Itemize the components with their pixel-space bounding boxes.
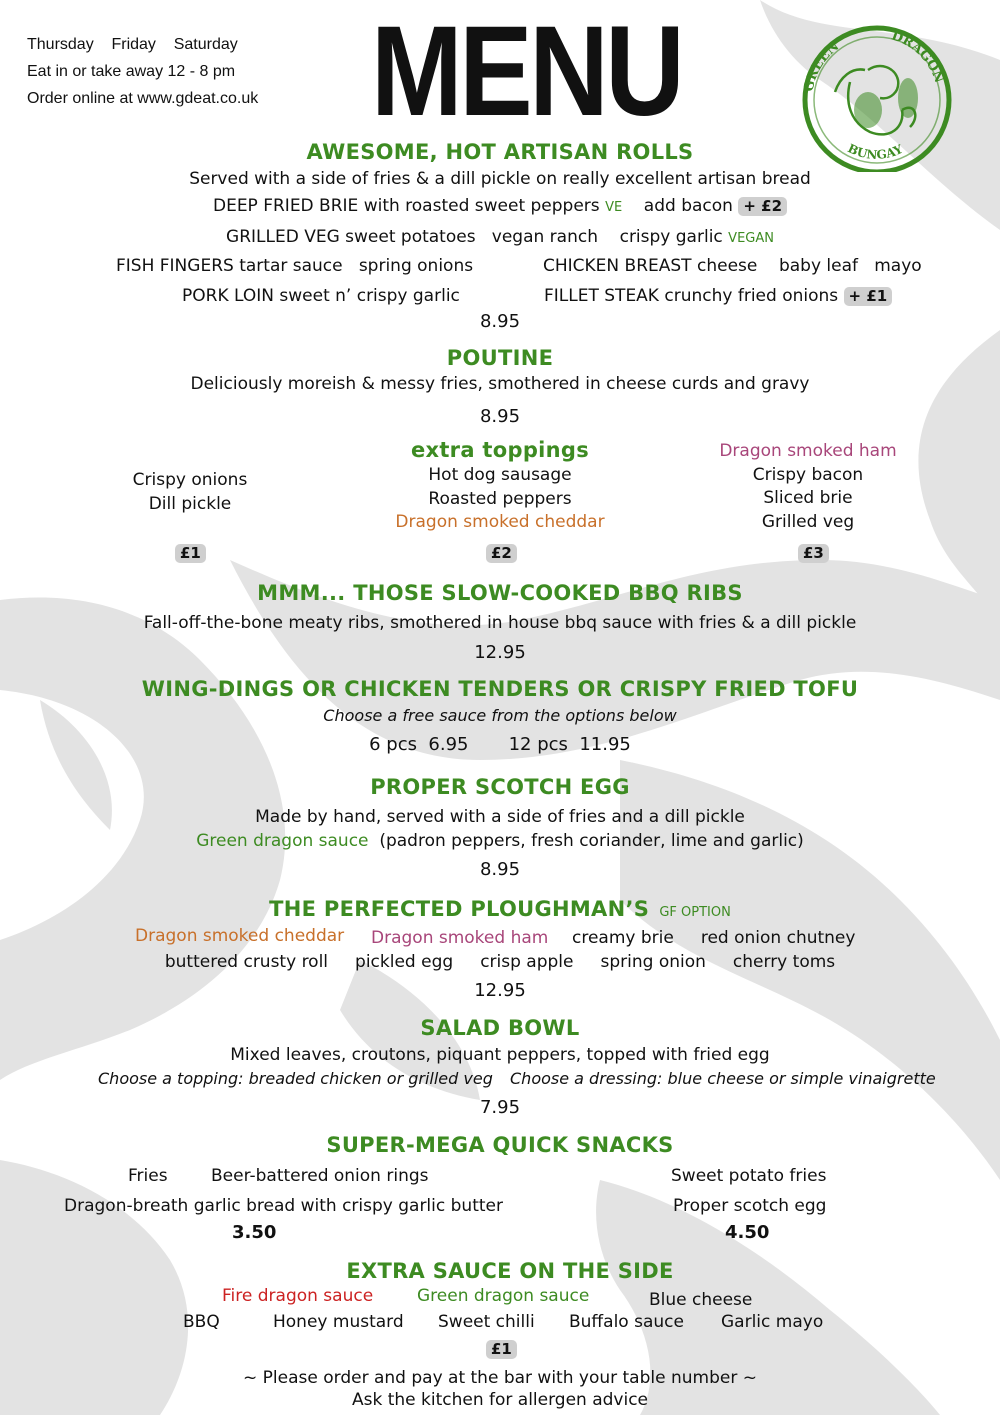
sauce-green-dragon: Green dragon sauce: [417, 1286, 590, 1306]
gf-tag: GF OPTION: [659, 905, 731, 920]
ve-tag: VE: [605, 200, 623, 215]
salad-price: 7.95: [479, 1097, 521, 1118]
opening-info: [27, 31, 258, 112]
snack-scotch-egg: Proper scotch egg: [673, 1196, 827, 1216]
topping-item: Sliced brie: [763, 488, 853, 508]
pork-loin-item: [182, 286, 460, 306]
sauce-fire-dragon: Fire dragon sauce: [222, 1286, 374, 1306]
ploughman-cheddar: Dragon smoked cheddar: [135, 926, 345, 946]
snacks-heading: SUPER-MEGA QUICK SNACKS: [326, 1133, 674, 1157]
fish-name: FISH FINGERS: [116, 256, 234, 276]
brie-desc: with roasted sweet peppers: [363, 196, 600, 216]
topping-item-ham: Dragon smoked ham: [719, 441, 897, 461]
sauce-bbq: BBQ: [183, 1312, 220, 1332]
ploughman-line1: creamy brie red onion chutney: [572, 928, 856, 948]
wings-price-6: 6 pcs 6.95: [369, 734, 469, 755]
toppings-heading: extra toppings: [410, 438, 590, 462]
footer-allergen-note: Ask the kitchen for allergen advice: [351, 1390, 649, 1410]
add-bacon: add bacon: [643, 196, 733, 216]
steak-name: FILLET STEAK: [544, 286, 659, 306]
ribs-heading: MMM... THOSE SLOW-COOKED BBQ RIBS: [257, 581, 743, 605]
topping-item: Crispy bacon: [752, 464, 864, 485]
pork-desc: sweet n’ crispy garlic: [279, 286, 460, 306]
topping-item: Dill pickle: [148, 494, 232, 514]
scotch-price: 8.95: [479, 859, 521, 880]
logo-text-green: GREEN: [801, 38, 843, 93]
chicken-name: CHICKEN BREAST: [543, 256, 692, 276]
wings-description: Choose a free sauce from the options below: [323, 706, 677, 725]
snack-onion-rings: Beer-battered onion rings: [211, 1166, 429, 1186]
scotch-sauce-line: [0, 831, 1000, 851]
scotch-description: Made by hand, served with a side of fries and a dill pickle: [255, 807, 745, 827]
pork-name: PORK LOIN: [182, 286, 274, 306]
poutine-heading: POUTINE: [446, 346, 554, 370]
toppings-col2: [380, 464, 620, 535]
chicken-breast-item: [543, 256, 922, 276]
salad-heading: SALAD BOWL: [420, 1016, 580, 1040]
topping-item-cheddar: Dragon smoked cheddar: [395, 512, 605, 532]
snacks-price-right: 4.50: [725, 1222, 770, 1243]
fillet-steak-item: [544, 286, 892, 306]
sauces-price: £1: [486, 1339, 517, 1359]
brie-name: DEEP FRIED BRIE: [212, 196, 359, 216]
page-title: MENU: [371, 0, 682, 143]
sauce-blue-cheese: Blue cheese: [649, 1290, 753, 1310]
salad-description: Mixed leaves, croutons, piquant peppers, topped with fried egg: [230, 1045, 770, 1065]
snack-garlic-bread: Dragon-breath garlic bread with crispy garlic butter: [64, 1196, 503, 1216]
ploughman-line2: buttered crusty roll pickled egg crisp apple spring onion cherry toms: [164, 952, 836, 972]
vegan-tag: VEGAN: [728, 231, 774, 246]
ribs-price: 12.95: [474, 642, 526, 663]
sauce-garlic-mayo: Garlic mayo: [721, 1312, 824, 1332]
fish-desc: tartar sauce spring onions: [239, 256, 474, 276]
ploughman-heading: THE PERFECTED PLOUGHMAN’S: [269, 897, 650, 921]
ploughman-price: 12.95: [474, 980, 526, 1001]
toppings-col3: [698, 440, 918, 534]
topping-item: Grilled veg: [761, 511, 855, 532]
topping-item: Crispy onions: [132, 470, 248, 490]
logo-text-dragon: DRAGON: [889, 28, 947, 86]
svg-text:GREEN: [802, 39, 843, 93]
wings-price-12: 12 pcs 11.95: [508, 734, 631, 755]
scotch-sauce-desc: (padron peppers, fresh coriander, lime and garlic): [379, 831, 804, 851]
ribs-description: Fall-off-the-bone meaty ribs, smothered in house bbq sauce with fries & a dill pickle: [143, 613, 857, 633]
fish-fingers-item: [116, 256, 473, 276]
toppings-col2-price: £2: [486, 543, 517, 563]
steak-price-badge: + £1: [844, 287, 893, 306]
salad-topping: Choose a topping: breaded chicken or grilled veg: [98, 1069, 493, 1088]
rolls-description: Served with a side of fries & a dill pickle on really excellent artisan bread: [189, 169, 811, 189]
rolls-price: 8.95: [479, 311, 521, 332]
opening-days: Thursday Friday Saturday: [27, 36, 238, 53]
ploughman-ham: Dragon smoked ham: [371, 928, 549, 948]
sauce-buffalo: Buffalo sauce: [569, 1312, 684, 1332]
sauces-heading: EXTRA SAUCE ON THE SIDE: [346, 1259, 674, 1283]
snacks-price-left: 3.50: [232, 1222, 277, 1243]
green-dragon-sauce: Green dragon sauce: [196, 831, 369, 851]
bacon-price-badge: + £2: [738, 197, 787, 216]
ploughman-heading-line: [0, 897, 1000, 921]
sauce-sweet-chilli: Sweet chilli: [438, 1312, 535, 1332]
wings-prices: [0, 734, 1000, 755]
poutine-price: 8.95: [479, 406, 521, 427]
veg-name: GRILLED VEG: [226, 227, 340, 247]
topping-item: Roasted peppers: [428, 488, 572, 509]
wings-heading: WING-DINGS OR CHICKEN TENDERS OR CRISPY FRIED TOFU: [141, 677, 859, 701]
snack-fries: Fries: [128, 1166, 168, 1186]
salad-dressing: Choose a dressing: blue cheese or simple vinaigrette: [510, 1069, 936, 1088]
toppings-col1-price: £1: [175, 543, 206, 563]
rolls-veg-line: [0, 227, 1000, 247]
veg-desc: sweet potatoes vegan ranch crispy garlic: [345, 227, 723, 247]
poutine-description: Deliciously moreish & messy fries, smothered in cheese curds and gravy: [190, 374, 810, 394]
chicken-desc: cheese baby leaf mayo: [696, 256, 922, 276]
rolls-brie-line: [0, 196, 1000, 216]
sauce-honey-mustard: Honey mustard: [273, 1312, 404, 1332]
scotch-heading: PROPER SCOTCH EGG: [370, 775, 630, 799]
steak-desc: crunchy fried onions: [664, 286, 839, 306]
logo-text-bungay: BUNGAY: [845, 141, 905, 163]
order-online-link[interactable]: Order online at www.gdeat.co.uk: [27, 90, 259, 107]
snack-sweet-potato-fries: Sweet potato fries: [671, 1166, 827, 1186]
topping-item: Hot dog sausage: [428, 465, 572, 485]
toppings-col1: [90, 468, 290, 516]
opening-hours: Eat in or take away 12 - 8 pm: [27, 63, 236, 80]
rolls-heading: AWESOME, HOT ARTISAN ROLLS: [306, 140, 694, 164]
toppings-col3-price: £3: [798, 543, 829, 563]
footer-order-note: ~ Please order and pay at the bar with your table number ~: [243, 1368, 757, 1388]
